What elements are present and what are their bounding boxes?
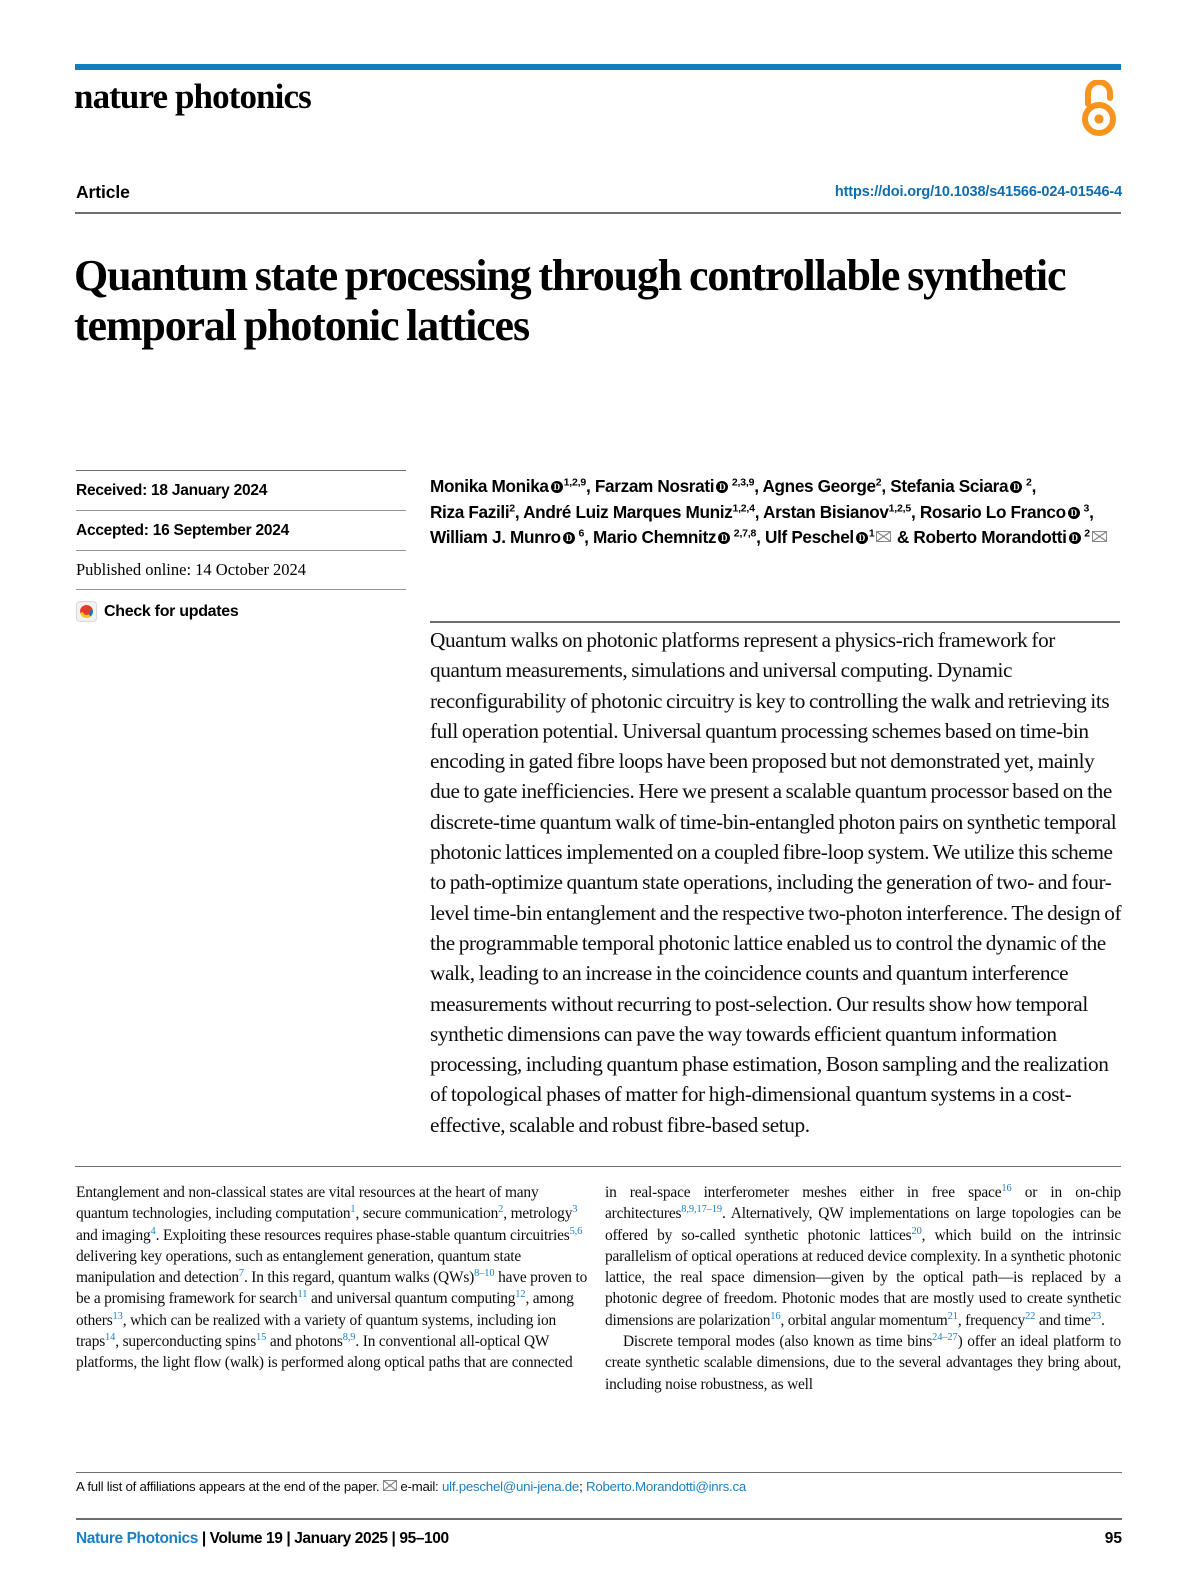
author-ulf-peschel[interactable]: Ulf Peschel: [765, 527, 854, 547]
header-divider: [75, 212, 1121, 214]
footnote-divider: [76, 1472, 1122, 1473]
author-arstan-bisianov[interactable]: Arstan Bisianov: [763, 501, 889, 522]
citation-ref[interactable]: 5,6: [569, 1225, 583, 1237]
affiliations-note: A full list of affiliations appears at the end of the paper.: [76, 1479, 380, 1494]
abstract-text: Quantum walks on photonic platforms represent a physics-rich framework for quantum measurements, simulations and universal computing. Dynamic reconfigurability of photonic circuitry is key to controlling the walk and retrieving its full operation potential. Universal quantum processing schemes based on time-bin encoding in gated fibre loops have been proposed but not demonstrated yet, mainly due to gate inefficiencies. Here we present a scalable quantum processor based on the discrete-time quantum walk of time-bin-entangled photon pairs on synthetic temporal photonic lattices implemented on a coupled fibre-loop system. We utilize this scheme to path-optimize quantum state operations, including the generation of two- and four-level time-bin entanglement and the respective two-photon interference. The design of the programmable temporal photonic lattice enabled us to control the dynamic of the walk, leading to an increase in the coincidence counts and quantum interference measurements without recurring to post-selection. Our results show how temporal synthetic dimensions can pave the way towards efficient quantum information processing, including quantum phase estimation, Boson sampling and the realization of topological phases of matter for high-dimensional quantum systems in a cost-effective, scalable and robust fibre-based setup.: [430, 628, 1122, 1137]
citation-ref[interactable]: 8,9,17–19: [681, 1204, 722, 1216]
author-list: Monika Monika D $^{1,2,9}$, Farzam NosratiD $^{2,3,9}$, Agnes George$^2$, Stefania SciaraD $^2$, Riza Fazili$^2$, André Luiz Marques Muniz$^{1,2,4}$, Arstan Bisianov$^{1,2,5}$, Rosario Lo FrancoD $^3$, William J. MunroD $^6$, Mario ChemnitzD $^{2,7,8}$, Ulf Peschel D $^1$ & Roberto MorandottiD $^2$: [430, 474, 1120, 551]
citation-ref[interactable]: 13: [112, 1310, 123, 1322]
page-number: 95: [1104, 1530, 1122, 1547]
citation-ref[interactable]: 20: [911, 1225, 922, 1237]
crossmark-icon: [76, 601, 97, 622]
footer-journal-name[interactable]: Nature Photonics: [76, 1530, 198, 1547]
author-stefania-sciara[interactable]: Stefania Sciara: [890, 476, 1009, 496]
check-for-updates-button[interactable]: [76, 590, 406, 622]
check-for-updates-label: Check for updates: [104, 602, 239, 620]
citation-ref[interactable]: 22: [1025, 1310, 1036, 1322]
citation-ref[interactable]: 4: [150, 1225, 156, 1237]
journal-masthead: nature photonics: [74, 77, 311, 116]
doi-link[interactable]: https://doi.org/10.1038/s41566-024-01546-4: [834, 184, 1122, 200]
citation-ref[interactable]: 8,9: [342, 1331, 356, 1343]
citation-ref[interactable]: 2: [498, 1204, 504, 1216]
orcid-icon[interactable]: [718, 532, 730, 544]
body-paragraph: Entanglement and non-classical states are vital resources at the heart of many quantum technologies, including computation$^1$, secure communication$^2$, metrology$^3$ and imaging$^4$. Exploiting these resources requires phase-stable quantum circuitries$^{5,6}$ delivering key operations, such as entanglement generation, quantum state manipulation and detection$^7$. In this regard, quantum walks (QWs)$^{8-10}$ have proven to be a promising framework for search$^{11}$ and universal quantum computing$^{12}$, among others$^{13}$, which can be realized with a variety of quantum systems, including ion traps$^{14}$, superconducting spins$^{15}$ and photons$^{8,9}$. In conventional all-optical QW platforms, the light flow (walk) is performed along optical paths that are connected: [76, 1184, 588, 1372]
citation-ref[interactable]: 1: [350, 1204, 356, 1216]
citation-ref[interactable]: 16: [1001, 1182, 1012, 1194]
citation-ref[interactable]: 15: [256, 1331, 267, 1343]
received-date: Received: 18 January 2024: [76, 482, 268, 499]
affiliations-footnote: [76, 1479, 746, 1494]
citation-ref[interactable]: 11: [297, 1289, 308, 1301]
page-title: Quantum state processing through controllable synthetic temporal photonic lattices: [74, 251, 1066, 351]
citation-ref[interactable]: 7: [238, 1268, 244, 1280]
author-riza-fazili[interactable]: Riza Fazili: [430, 501, 510, 522]
email-link-peschel[interactable]: ulf.peschel@uni-jena.de: [441, 1479, 580, 1494]
orcid-icon[interactable]: [1010, 481, 1022, 493]
citation-ref[interactable]: 21: [947, 1310, 958, 1322]
author-agnes-george[interactable]: Agnes George: [762, 476, 876, 496]
orcid-icon[interactable]: [563, 532, 575, 544]
orcid-icon[interactable]: [856, 532, 868, 544]
author-rosario-lo-franco[interactable]: Rosario Lo Franco: [919, 501, 1066, 522]
body-column-right: [605, 1182, 1121, 1395]
abstract-divider: [430, 621, 1120, 623]
author-mario-chemnitz[interactable]: Mario Chemnitz: [593, 527, 717, 547]
author-farzam-nosrati[interactable]: Farzam Nosrati: [594, 476, 715, 496]
open-access-icon: [1076, 80, 1122, 136]
article-metadata: [76, 470, 406, 622]
accepted-date: Accepted: 16 September 2024: [76, 522, 289, 539]
citation-ref[interactable]: 16: [770, 1310, 781, 1322]
body-paragraph: Discrete temporal modes (also known as time bins$^{24-27}$) offer an ideal platform to create synthetic scalable dimensions, due to the several advantages they bring about, including noise robustness, as well: [605, 1331, 1121, 1393]
orcid-icon[interactable]: [551, 481, 563, 493]
email-separator: ;: [579, 1479, 583, 1494]
article-type-label: Article: [76, 182, 130, 202]
citation-ref[interactable]: 23: [1090, 1310, 1102, 1322]
footer-divider: [76, 1518, 1122, 1520]
citation-ref[interactable]: 12: [515, 1289, 526, 1301]
masthead-accent-rule: [75, 64, 1121, 70]
email-link-morandotti[interactable]: Roberto.Morandotti@inrs.ca: [586, 1479, 746, 1494]
footer-citation: | Volume 19 | January 2025 | 95–100: [197, 1530, 449, 1547]
orcid-icon[interactable]: [1068, 507, 1080, 519]
journal-citation-footer: [76, 1530, 449, 1548]
body-paragraph: in real-space interferometer meshes either in free space$^{16}$ or in on-chip architectures$^{8,9,17-19}$. Alternatively, QW implementations on large topologies can be offered by so-called synthetic photonic lattices$^{20}$, which build on the intrinsic parallelism of optical operations at reduced device complexity. In a synthetic photonic lattice, the real space dimension—given by the optical path—is replaced by a photonic degree of freedom. Photonic modes that are mostly used to create synthetic dimensions are polarization$^{16}$, orbital angular momentum$^{21}$, frequency$^{22}$ and time$^{23}$.: [605, 1182, 1121, 1329]
published-online-date: Published online: 14 October 2024: [76, 560, 307, 579]
citation-ref[interactable]: 14: [105, 1331, 116, 1343]
citation-ref[interactable]: 24–27: [932, 1331, 958, 1343]
envelope-icon[interactable]: [876, 531, 891, 542]
envelope-icon: [383, 1480, 397, 1491]
body-divider: [75, 1166, 1121, 1167]
citation-ref[interactable]: 3: [572, 1204, 578, 1216]
orcid-icon[interactable]: [1069, 532, 1081, 544]
citation-ref[interactable]: 8–10: [474, 1268, 495, 1280]
author-roberto-morandotti[interactable]: Roberto Morandotti: [913, 527, 1067, 547]
author-andre-luiz-marques-muniz[interactable]: André Luiz Marques Muniz: [523, 501, 733, 522]
orcid-icon[interactable]: [716, 481, 728, 493]
envelope-icon[interactable]: [1092, 531, 1107, 542]
author-monika-monika[interactable]: Monika Monika: [430, 476, 549, 496]
body-column-left: [76, 1182, 592, 1374]
email-label: e-mail:: [400, 1479, 439, 1494]
author-william-j-munro[interactable]: William J. Munro: [430, 527, 561, 547]
